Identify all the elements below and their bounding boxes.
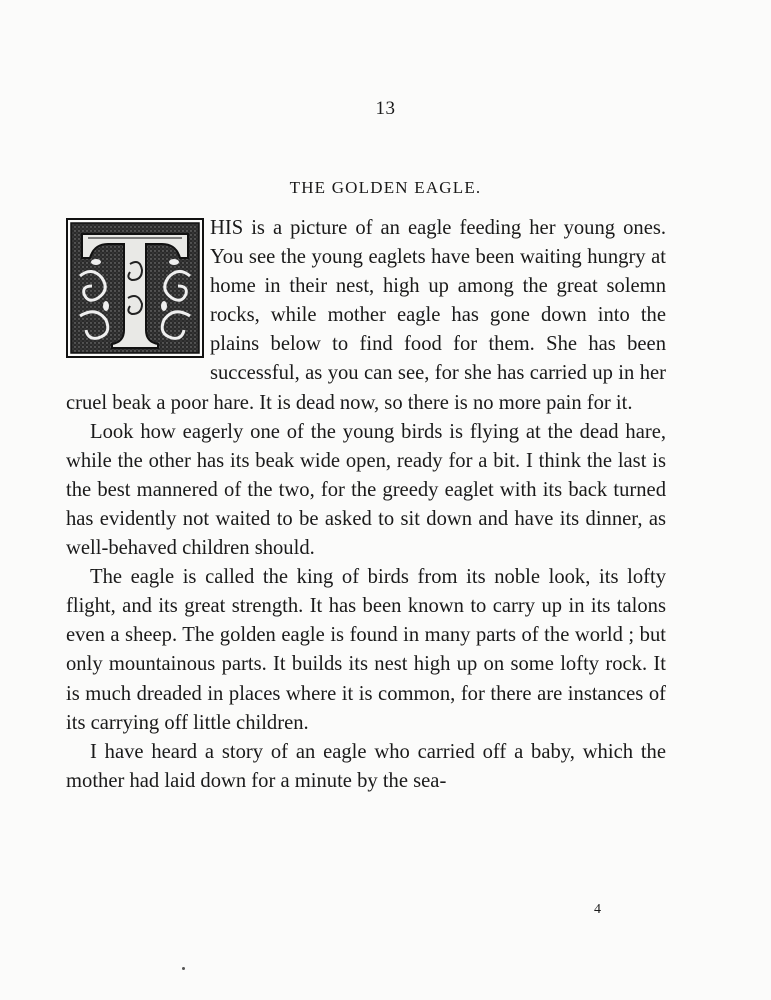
drop-cap-ornament [66,218,204,358]
signature-mark: 4 [594,902,601,917]
paragraph: The eagle is called the king of birds from its noble look, its lofty flight, and its great strength. It has been known to carry up in its talons even a sheep. The golden eagle is found in many parts of the world ; but only mountainous parts. It builds its nest high up on some lofty rock. It is much dreaded in places where it is common, for there are instances of its carrying off little children. [66,566,666,734]
paper-speck [182,967,185,970]
chapter-title: THE GOLDEN EAGLE. [289,178,482,197]
body-text [66,214,666,796]
page-number: 13 [375,98,396,119]
paragraph: Look how eagerly one of the young birds is flying at the dead hare, while the other has its beak wide open, ready for a bit. I think the last is the best mannered of the two, for the greedy eaglet with its back turned has evidently not waited to be asked to sit down and have its dinner, as well-behaved children should. [66,420,666,560]
paragraph: I have heard a story of an eagle who carried off a baby, which the mother had laid down for a minute by the sea- [66,740,666,792]
ornamental-initial-t-icon [66,218,204,358]
paragraph: HIS is a picture of an eagle feeding her young ones. You see the young eaglets have been waiting hungry at home in their nest, high up among the great solemn rocks, while mother eagle has gone down into the plains below to find food for them. She has been successful, as you can see, for she has carried up in her cruel beak a poor hare. It is dead now, so there is no more pain for it. [66,217,666,414]
